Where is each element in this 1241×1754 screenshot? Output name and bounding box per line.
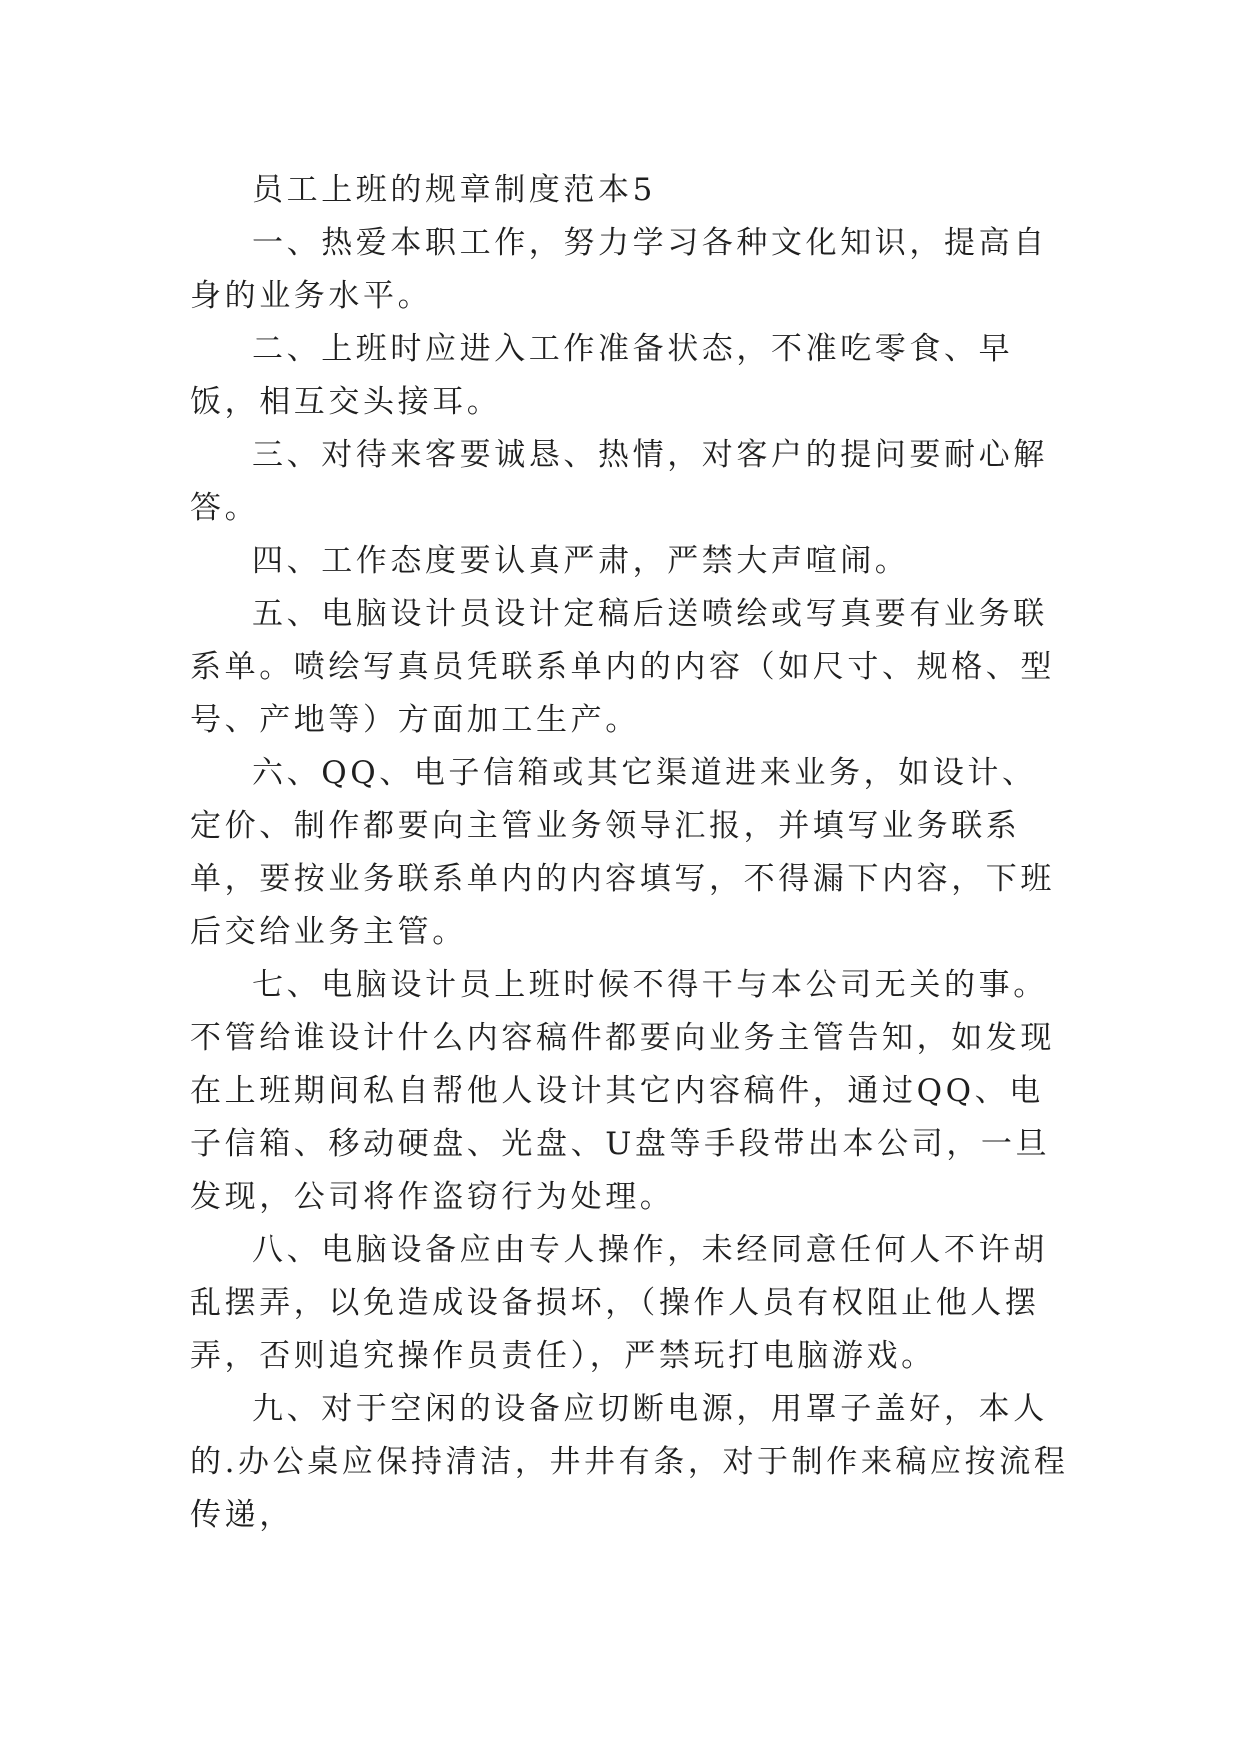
paragraph: 二、上班时应进入工作准备状态，不准吃零食、早饭，相互交头接耳。 — [190, 331, 1014, 420]
paragraph: 一、热爱本职工作，努力学习各种文化知识，提高自身的业务水平。 — [190, 225, 1048, 314]
paragraph: 七、电脑设计员上班时候不得干与本公司无关的事。不管给谁设计什么内容稿件都要向业务主管告知，如发现在上班期间私自帮他人设计其它内容稿件，通过QQ、电子信箱、移动硬盘、光盘、U盘等手段带出本公司，一旦发现，公司将作盗窃行为处理。 — [190, 967, 1055, 1215]
paragraph: 八、电脑设备应由专人操作，未经同意任何人不许胡乱摆弄，以免造成设备损坏，（操作人员有权阻止他人摆弄，否则追究操作员责任），严禁玩打电脑游戏。 — [190, 1232, 1048, 1374]
paragraph: 六、QQ、电子信箱或其它渠道进来业务，如设计、定价、制作都要向主管业务领导汇报，并填写业务联系单，要按业务联系单内的内容填写，不得漏下内容，下班后交给业务主管。 — [190, 755, 1055, 950]
paragraph: 五、电脑设计员设计定稿后送喷绘或写真要有业务联系单。喷绘写真员凭联系单内的内容（如尺寸、规格、型号、产地等）方面加工生产。 — [190, 596, 1055, 738]
paragraph: 三、对待来客要诚恳、热情，对客户的提问要耐心解答。 — [190, 437, 1048, 526]
paragraph: 九、对于空闲的设备应切断电源，用罩子盖好，本人的.办公桌应保持清洁，井井有条，对于制作来稿应按流程传递， — [190, 1391, 1069, 1533]
document-body — [190, 164, 1070, 1542]
document-title: 员工上班的规章制度范本5 — [252, 172, 656, 208]
paragraph: 四、工作态度要认真严肃，严禁大声喧闹。 — [252, 543, 910, 579]
